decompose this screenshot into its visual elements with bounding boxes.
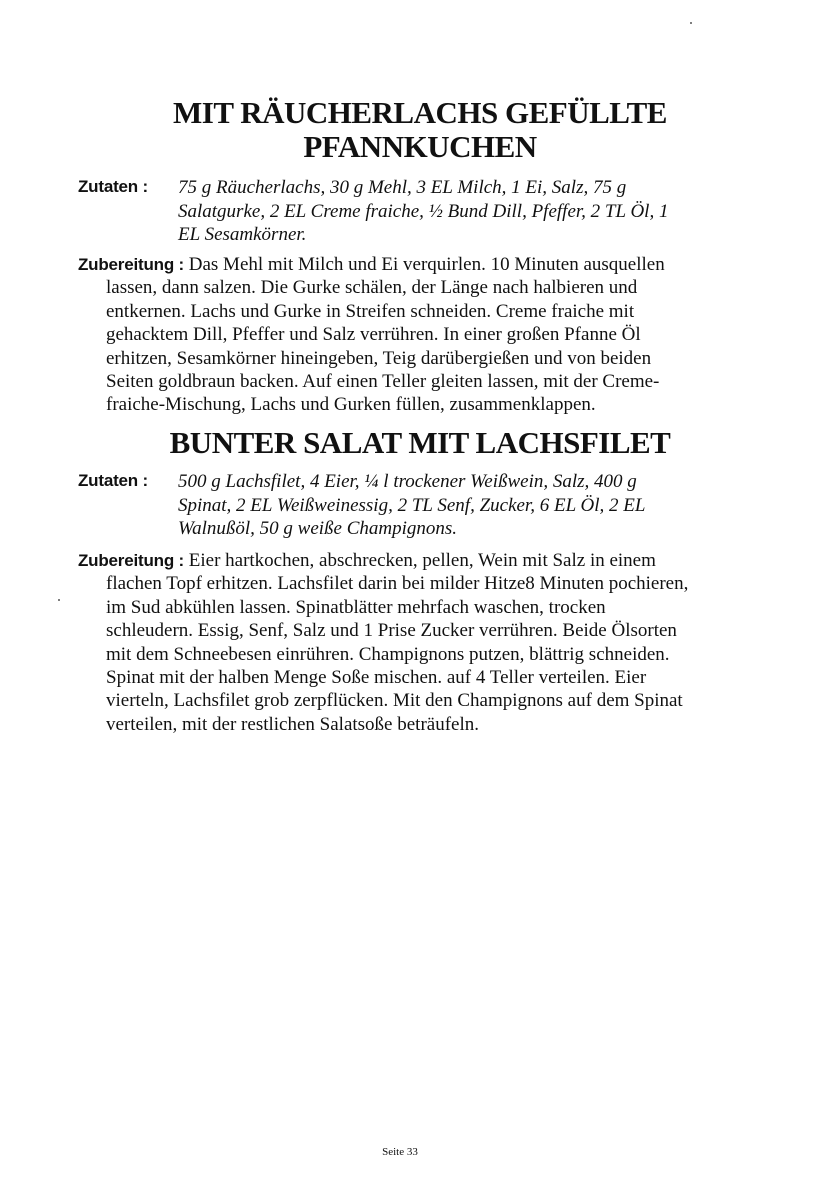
preparation-line: gehacktem Dill, Pfeffer und Salz verrühren. In einer großen Pfanne Öl — [106, 324, 641, 346]
scan-speck — [690, 22, 692, 24]
preparation-line: vierteln, Lachsfilet grob zerpflücken. Mit den Champignons auf dem Spinat — [106, 690, 683, 712]
ingredients-line: EL Sesamkörner. — [178, 224, 307, 245]
recipe-2-preparation-label: Zubereitung : — [78, 551, 184, 570]
recipe-2-ingredients — [178, 470, 723, 541]
preparation-line: fraiche-Mischung, Lachs und Gurken füllen, zusammenklappen. — [106, 394, 596, 416]
recipe-2-title: BUNTER SALAT MIT LACHSFILET — [169, 425, 671, 460]
recipe-1-title — [60, 96, 780, 164]
recipe-2-preparation — [78, 549, 738, 736]
recipe-1-ingredients — [178, 176, 723, 247]
preparation-line: entkernen. Lachs und Gurke in Streifen schneiden. Creme fraiche mit — [106, 300, 635, 322]
scan-speck — [58, 599, 60, 601]
preparation-text: Eier hartkochen, abschrecken, pellen, Wein mit Salz in einem — [188, 550, 656, 571]
ingredients-line: Walnußöl, 50 g weiße Champignons. — [178, 518, 458, 539]
preparation-line: Spinat mit der halben Menge Soße mischen. auf 4 Teller verteilen. Eier — [106, 667, 647, 689]
recipe-1-title-line-1: MIT RÄUCHERLACHS GEFÜLLTE — [173, 95, 667, 130]
ingredients-line: Salatgurke, 2 EL Creme fraiche, ½ Bund Dill, Pfeffer, 2 TL Öl, 1 — [178, 200, 669, 222]
preparation-line — [78, 549, 738, 572]
preparation-line: im Sud abkühlen lassen. Spinatblätter mehrfach waschen, trocken — [106, 596, 606, 618]
recipe-1-title-line-2: PFANNKUCHEN — [303, 129, 537, 164]
preparation-line: Seiten goldbraun backen. Auf einen Teller gleiten lassen, mit der Creme- — [106, 371, 660, 393]
preparation-line — [78, 253, 738, 276]
page-number: Seite 33 — [382, 1146, 418, 1158]
recipe-1-preparation-label: Zubereitung : — [78, 255, 184, 274]
ingredients-line: Spinat, 2 EL Weißweinessig, 2 TL Senf, Zucker, 6 EL Öl, 2 EL — [178, 494, 646, 516]
preparation-line: schleudern. Essig, Senf, Salz und 1 Prise Zucker verrühren. Beide Ölsorten — [106, 620, 677, 642]
preparation-line: mit dem Schneebesen einrühren. Champignons putzen, blättrig schneiden. — [106, 643, 670, 665]
preparation-text: Das Mehl mit Milch und Ei verquirlen. 10 Minuten ausquellen — [188, 254, 665, 275]
recipe-1-ingredients-label: Zutaten : — [78, 177, 148, 196]
ingredients-line: 75 g Räucherlachs, 30 g Mehl, 3 EL Milch, 1 Ei, Salz, 75 g — [178, 177, 627, 198]
recipe-1-preparation — [78, 253, 738, 417]
preparation-line: verteilen, mit der restlichen Salatsoße beträufeln. — [106, 713, 479, 735]
ingredients-line: 500 g Lachsfilet, 4 Eier, ¼ l trockener Weißwein, Salz, 400 g — [178, 471, 637, 492]
recipe-2-ingredients-label: Zutaten : — [78, 471, 148, 490]
preparation-line: flachen Topf erhitzen. Lachsfilet darin bei milder Hitze8 Minuten pochieren, — [106, 573, 689, 595]
preparation-line: erhitzen, Sesamkörner hineingeben, Teig darübergießen und von beiden — [106, 347, 652, 369]
preparation-line: lassen, dann salzen. Die Gurke schälen, der Länge nach halbieren und — [106, 277, 638, 299]
